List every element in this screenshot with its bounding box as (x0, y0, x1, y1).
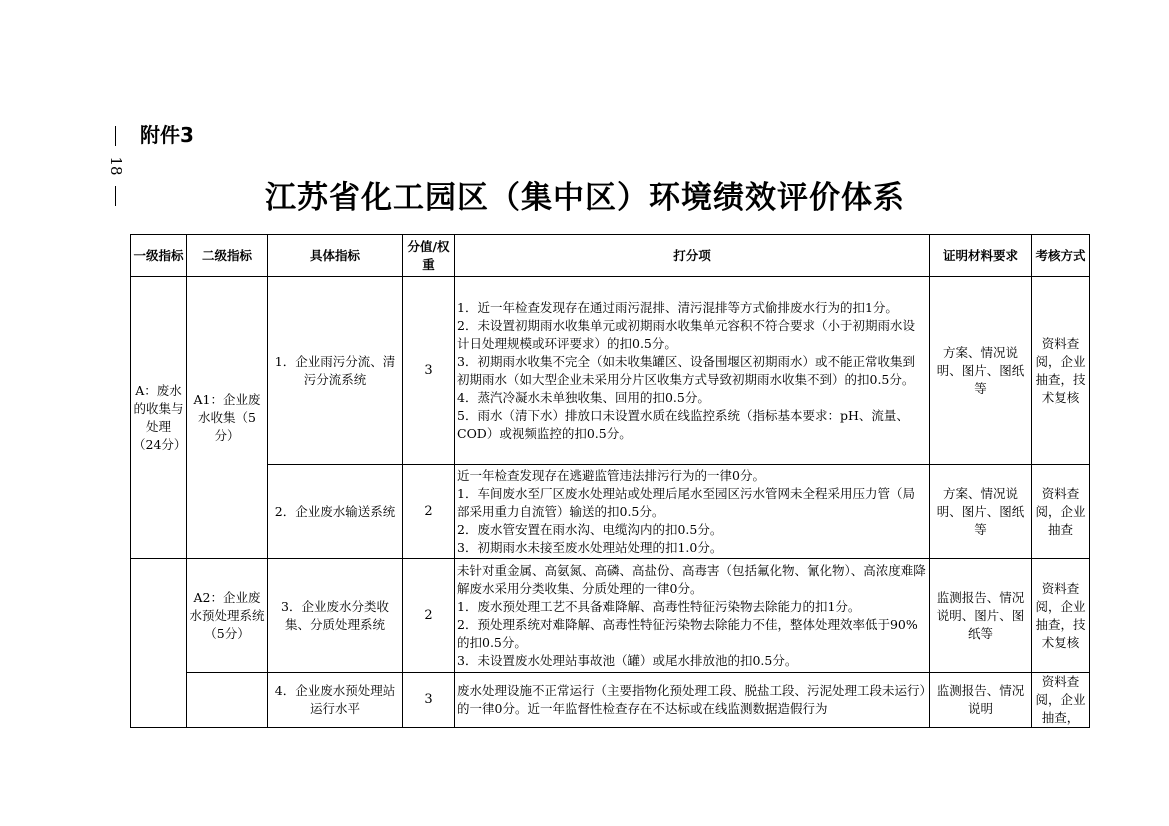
scoring-item: 3．未设置废水处理站事故池（罐）或尾水排放池的扣0.5分。 (457, 652, 798, 668)
header-score: 分值/权重 (403, 235, 455, 277)
header-specific: 具体指标 (268, 235, 403, 277)
scoring-item: 3．初期雨水未接至废水处理站处理的扣1.0分。 (457, 539, 723, 555)
evidence-cell: 方案、情况说明、图片、图纸等 (930, 465, 1032, 559)
method-cell: 资料查阅，企业抽查， (1032, 673, 1090, 728)
level2-cell-a2: A2：企业废水预处理系统（5分） (187, 559, 268, 673)
scoring-item: 近一年检查发现存在逃避监管违法排污行为的一律0分。 (457, 467, 765, 483)
scoring-item: 4．蒸汽冷凝水未单独收集、回用的扣0.5分。 (457, 389, 710, 405)
evaluation-table (130, 234, 1090, 728)
table-row (131, 465, 1090, 559)
level2-cell-a1: A1：企业废水收集（5分） (187, 277, 268, 559)
score-cell: 2 (403, 465, 455, 559)
scoring-item: 1．废水预处理工艺不具备难降解、高毒性特征污染物去除能力的扣1分。 (457, 598, 861, 614)
scoring-item: 3．初期雨水收集不完全（如未收集罐区、设备围堰区初期雨水）或不能正常收集到初期雨水（如大型企业未采用分片区收集方式导致初期雨水收集不到）的扣0.5分。 (457, 353, 915, 387)
method-cell: 资料查阅，企业抽查 (1032, 465, 1090, 559)
scoring-item: 2．预处理系统对难降解、高毒性特征污染物去除能力不佳，整体处理效率低于90%的扣0.5分。 (457, 616, 918, 650)
page-marker-line-bottom (115, 186, 116, 206)
level1-cell-empty (131, 559, 187, 728)
scoring-item: 废水处理设施不正常运行（主要指物化预处理工段、脱盐工段、污泥处理工段未运行）的一律0分。近一年监督性检查存在不达标或在线监测数据造假行为 (457, 683, 926, 716)
scoring-item: 2．废水管安置在雨水沟、电缆沟内的扣0.5分。 (457, 521, 723, 537)
specific-cell: 3．企业废水分类收集、分质处理系统 (268, 559, 403, 673)
scoring-item: 1．车间废水至厂区废水处理站或处理后尾水至园区污水管网未全程采用压力管（局部采用重力自流管）输送的扣0.5分。 (457, 485, 915, 519)
header-method: 考核方式 (1032, 235, 1090, 277)
table-row (131, 673, 1090, 728)
method-cell: 资料查阅，企业抽查，技术复核 (1032, 559, 1090, 673)
table-row (131, 277, 1090, 465)
specific-cell: 1．企业雨污分流、清污分流系统 (268, 277, 403, 465)
evidence-cell: 方案、情况说明、图片、图纸等 (930, 277, 1032, 465)
header-scoring: 打分项 (455, 235, 930, 277)
table-row (131, 559, 1090, 673)
header-level1: 一级指标 (131, 235, 187, 277)
scoring-item: 未针对重金属、高氨氮、高磷、高盐份、高毒害（包括氟化物、氰化物）、高浓度难降解废水采用分类收集、分质处理的一律0分。 (457, 562, 926, 596)
page-number-marker (104, 126, 128, 206)
score-cell: 2 (403, 559, 455, 673)
page-number: 18 (107, 156, 125, 176)
evidence-cell: 监测报告、情况说明、图片、图纸等 (930, 559, 1032, 673)
scoring-item: 1．近一年检查发现存在通过雨污混排、清污混排等方式偷排废水行为的扣1分。 (457, 299, 898, 315)
specific-cell: 2．企业废水输送系统 (268, 465, 403, 559)
scoring-items-cell (455, 277, 930, 465)
level2-cell-empty (187, 673, 268, 728)
scoring-items-cell (455, 673, 930, 728)
page-marker-line-top (115, 126, 116, 146)
evidence-cell: 监测报告、情况说明 (930, 673, 1032, 728)
scoring-items-cell (455, 559, 930, 673)
scoring-items-cell (455, 465, 930, 559)
header-level2: 二级指标 (187, 235, 268, 277)
table-header-row (131, 235, 1090, 277)
scoring-item: 5．雨水（清下水）排放口未设置水质在线监控系统（指标基本要求：pH、流量、COD）或视频监控的扣0.5分。 (457, 407, 909, 441)
header-evidence: 证明材料要求 (930, 235, 1032, 277)
score-cell: 3 (403, 277, 455, 465)
score-cell: 3 (403, 673, 455, 728)
attachment-label: 附件3 (140, 123, 194, 147)
level1-cell-a: A：废水的收集与处理（24分） (131, 277, 187, 559)
document-title: 江苏省化工园区（集中区）环境绩效评价体系 (265, 180, 905, 216)
scoring-item: 2．未设置初期雨水收集单元或初期雨水收集单元容积不符合要求（小于初期雨水设计日处理规模或环评要求）的扣0.5分。 (457, 317, 915, 351)
specific-cell: 4．企业废水预处理站运行水平 (268, 673, 403, 728)
method-cell: 资料查阅，企业抽查，技术复核 (1032, 277, 1090, 465)
